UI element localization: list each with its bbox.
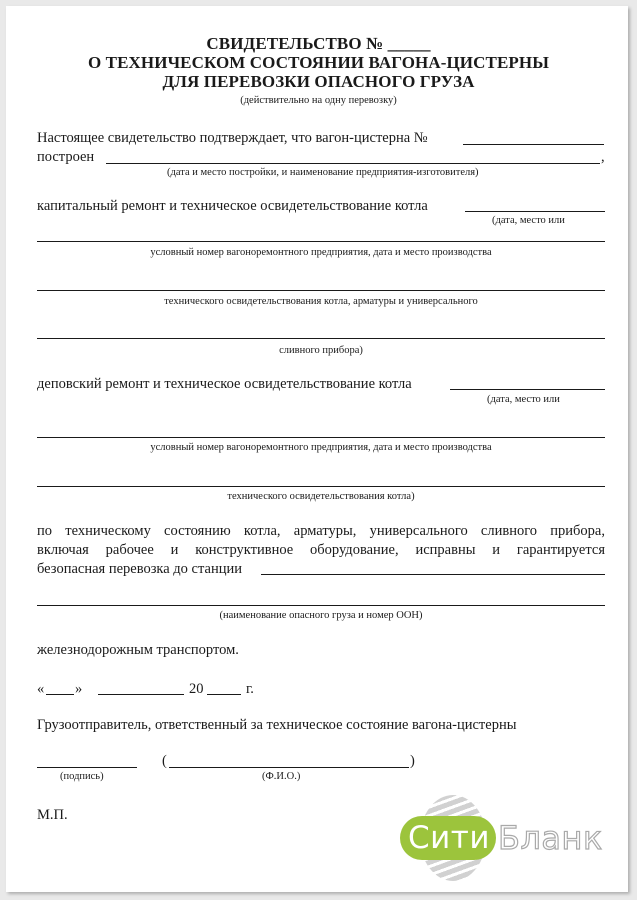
depot-note-3: технического освидетельствования котла) xyxy=(227,491,415,502)
logo-text-siti: Сити xyxy=(408,820,490,856)
date-year-prefix: 20 xyxy=(189,681,204,697)
date-day-field[interactable] xyxy=(46,694,74,695)
built-note: (дата и место постройки, и наименование предприятия-изготовителя) xyxy=(167,167,479,178)
capital-repair-text: капитальный ремонт и техническое освидетельствование котла xyxy=(37,198,428,214)
document-subtitle: О ТЕХНИЧЕСКОМ СОСТОЯНИИ ВАГОНА-ЦИСТЕРНЫ xyxy=(88,53,549,72)
document-title: СВИДЕТЕЛЬСТВО № _____ xyxy=(206,34,431,53)
tech-condition-line-1: по техническому состоянию котла, арматуры, универсального сливного прибора, xyxy=(37,523,605,539)
built-label: построен xyxy=(37,149,95,165)
capital-note-3: технического освидетельствования котла, арматуры и универсального xyxy=(164,296,478,307)
stamp-label: М.П. xyxy=(37,807,68,823)
confirm-text: Настоящее свидетельство подтверждает, что вагон-цистерна № xyxy=(37,130,428,146)
document-subtitle-2: ДЛЯ ПЕРЕВОЗКИ ОПАСНОГО ГРУЗА xyxy=(162,72,475,91)
depot-repair-text: деповский ремонт и техническое освидетельствование котла xyxy=(37,376,412,392)
logo-text-blank: Бланк xyxy=(498,819,603,857)
name-open-paren: ( xyxy=(162,753,167,769)
date-year-field[interactable] xyxy=(207,694,241,695)
built-field[interactable] xyxy=(106,163,600,164)
capital-note-2: условный номер вагоноремонтного предприятия, дата и место производства xyxy=(150,247,492,258)
capital-note-4: сливного прибора) xyxy=(279,345,363,356)
capital-repair-field-1[interactable] xyxy=(465,211,605,212)
tech-condition-line-3: безопасная перевозка до станции xyxy=(37,561,242,577)
built-comma: , xyxy=(601,149,605,165)
cargo-note: (наименование опасного груза и номер ООН) xyxy=(219,610,423,621)
full-name-field[interactable] xyxy=(169,767,409,768)
depot-repair-field-2[interactable] xyxy=(37,437,605,438)
cargo-field[interactable] xyxy=(37,605,605,606)
signature-note: (подпись) xyxy=(60,771,104,782)
capital-note-1: (дата, место или xyxy=(492,215,565,226)
citiblank-logo xyxy=(398,795,628,885)
shipper-text: Грузоотправитель, ответственный за техническое состояние вагона-цистерны xyxy=(37,717,517,733)
capital-repair-field-2[interactable] xyxy=(37,241,605,242)
validity-note: (действительно на одну перевозку) xyxy=(240,95,397,106)
depot-repair-field-1[interactable] xyxy=(450,389,605,390)
depot-note-1: (дата, место или xyxy=(487,394,560,405)
depot-repair-field-3[interactable] xyxy=(37,486,605,487)
date-close-quote: » xyxy=(75,681,83,697)
transport-text: железнодорожным транспортом. xyxy=(37,642,239,658)
date-open-quote: « xyxy=(37,681,45,697)
tech-condition-line-2: включая рабочее и конструктивное оборудование, исправны и гарантируется xyxy=(37,542,605,558)
date-year-suffix: г. xyxy=(246,681,254,697)
signature-field[interactable] xyxy=(37,767,137,768)
destination-station-field[interactable] xyxy=(261,574,605,575)
depot-note-2: условный номер вагоноремонтного предприятия, дата и место производства xyxy=(150,442,492,453)
capital-repair-field-4[interactable] xyxy=(37,338,605,339)
capital-repair-field-3[interactable] xyxy=(37,290,605,291)
date-month-field[interactable] xyxy=(98,694,184,695)
full-name-note: (Ф.И.О.) xyxy=(262,771,301,782)
tank-number-field[interactable] xyxy=(463,144,604,145)
name-close-paren: ) xyxy=(410,753,415,769)
